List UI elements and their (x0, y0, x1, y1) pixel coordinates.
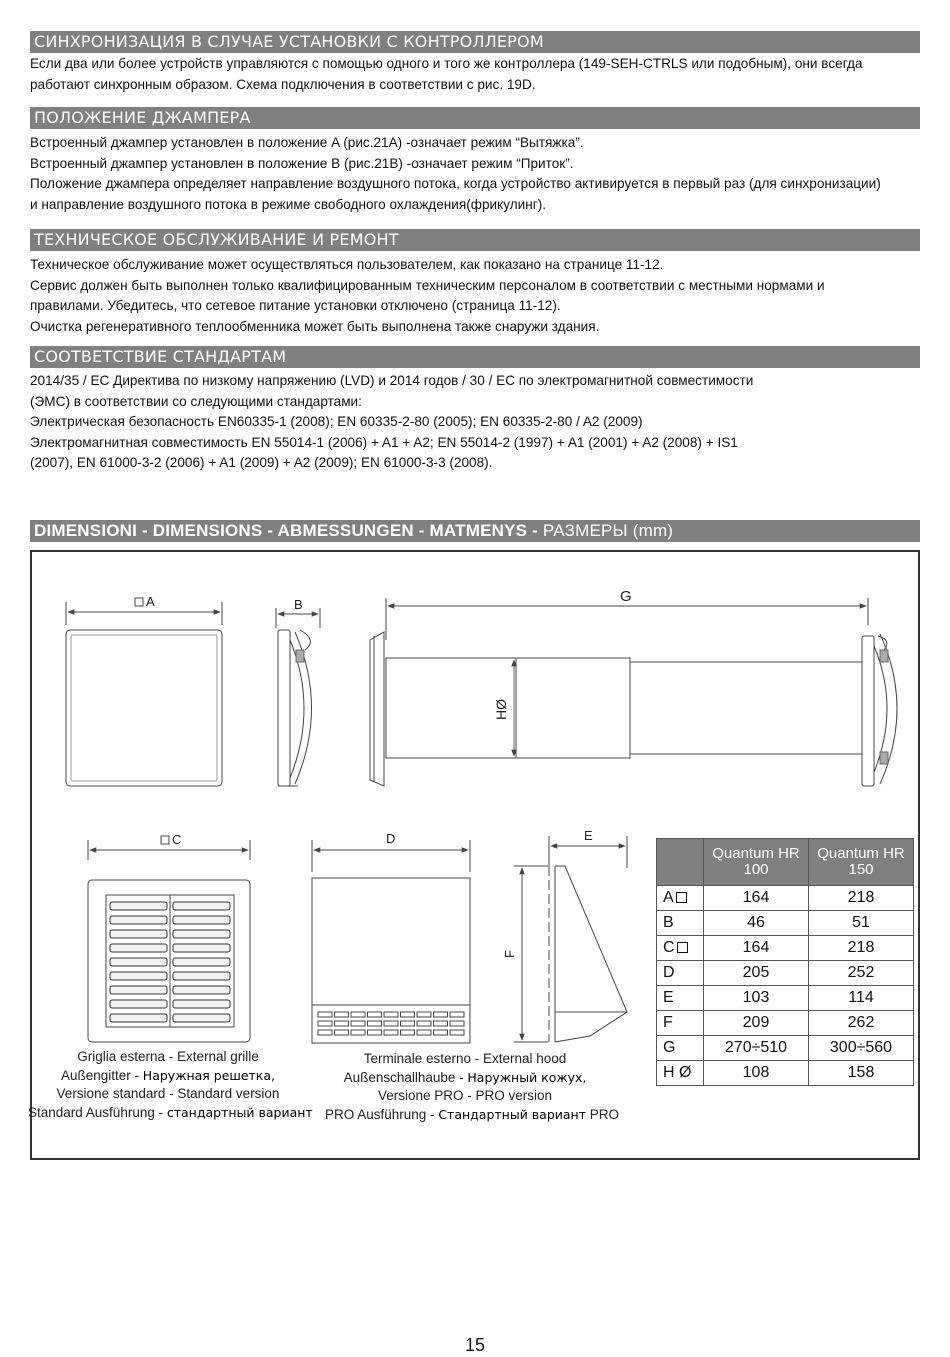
table-cell-hr150: 218 (809, 886, 914, 911)
louvre-slat (173, 944, 230, 952)
row-label-text: A (663, 889, 674, 906)
square-symbol-icon (676, 892, 687, 903)
table-cell-hr100: 108 (704, 1061, 809, 1086)
caption-line (325, 1069, 605, 1088)
table-header-empty (657, 839, 704, 886)
table-row (657, 1011, 914, 1036)
vent-slot (351, 1012, 365, 1017)
louvre-slat (110, 972, 167, 980)
caption-text-ru: Наружный кожух, (467, 1069, 587, 1085)
row-label-text: F (663, 1014, 673, 1031)
caption-text-ru: стандартный вариант (166, 1104, 313, 1120)
device-side-view (370, 598, 897, 786)
vent-slot (434, 1030, 448, 1035)
dimensions-title-latin: DIMENSIONI - DIMENSIONS - ABMESSUNGEN - MATMENYS - (34, 521, 543, 540)
dim-label-d: D (386, 831, 396, 846)
table-cell-hr150: 252 (809, 961, 914, 986)
louvre-slat (110, 986, 167, 994)
square-symbol-icon (677, 942, 688, 953)
row-label-text: C (663, 939, 675, 956)
page-number: 15 (464, 1335, 486, 1355)
vent-slot (368, 1030, 382, 1035)
vent-slot (318, 1021, 332, 1026)
text-line: Если два или более устройств управляются с помощью одного и того же контроллера (149-SEH-CTRLS или подобным), они всегда (30, 56, 863, 71)
row-label-text: G (663, 1039, 676, 1056)
louvre-slat (110, 1014, 167, 1022)
caption-line (325, 1106, 620, 1125)
louvre-slat (173, 1014, 230, 1022)
caption-text: Außenschallhaube - (343, 1069, 468, 1085)
vent-slot (318, 1012, 332, 1017)
table-row (657, 961, 914, 986)
text-line: работают синхронным образом. Схема подключения в соответствии с рис. 19D. (30, 76, 536, 92)
table-row-label (657, 1011, 704, 1036)
text-line: правилами. Убедитесь, что сетевое питание установки отключено (страница 11-12). (30, 298, 561, 314)
vent-slot (401, 1030, 415, 1035)
caption-line: Griglia esterna - External grille (77, 1049, 259, 1064)
vent-slot (368, 1021, 382, 1026)
table-row-label (657, 961, 704, 986)
louvre-slat (110, 958, 167, 966)
caption-text: PRO Ausführung - (325, 1106, 439, 1122)
text-line: Встроенный джампер установлен в положение A (рис.21A) -означает режим “Вытяжка”. (30, 135, 584, 150)
table-cell-hr150: 51 (809, 911, 914, 936)
louvre-slat (110, 944, 167, 952)
hood-front-view (312, 840, 470, 1043)
row-label-text: B (663, 914, 674, 931)
text-line: (2007), EN 61000-3-2 (2006) + A1 (2009) + A2 (2009); EN 61000-3-3 (2008). (30, 455, 493, 471)
vent-slot (335, 1012, 349, 1017)
grille-louvre-view (88, 836, 250, 1042)
text-line: Очистка регенеративного теплообменника может быть выполнена также снаружи здания. (30, 318, 600, 334)
text-line: 2014/35 / EC Директива по низкому напряжению (LVD) и 2014 годов / 30 / EC по электромагнитной совместимости (30, 373, 754, 388)
dimensions-title-ru: РАЗМЕРЫ (mm) (542, 521, 674, 540)
caption-text-ru: Наружная решетка, (142, 1067, 275, 1083)
table-cell-hr150: 262 (809, 1011, 914, 1036)
table-row-label (657, 886, 704, 911)
table-cell-hr100: 205 (704, 961, 809, 986)
louvre-slat (173, 902, 230, 910)
vent-slot (401, 1012, 415, 1017)
table-cell-hr100: 209 (704, 1011, 809, 1036)
louvre-slat (173, 958, 230, 966)
section-title-maintenance: ТЕХНИЧЕСКОЕ ОБСЛУЖИВАНИЕ И РЕМОНТ (30, 229, 920, 251)
vent-slot (417, 1030, 431, 1035)
hood-side-view (514, 836, 627, 1042)
vent-slot (450, 1012, 464, 1017)
vent-slot (384, 1021, 398, 1026)
text-line: Техническое обслуживание может осуществляться пользователем, как показано на странице 11-12. (30, 257, 664, 272)
table-row-label (657, 911, 704, 936)
table-cell-hr150: 158 (809, 1061, 914, 1086)
louvre-slat (173, 1000, 230, 1008)
table-row-label (657, 1061, 704, 1086)
table-row (657, 936, 914, 961)
table-cell-hr150: 300÷560 (809, 1036, 914, 1061)
vent-slot (401, 1021, 415, 1026)
dim-label-c: C (172, 832, 182, 847)
vent-slot (384, 1030, 398, 1035)
table-cell-hr100: 103 (704, 986, 809, 1011)
caption-line: Terminale esterno - External hood (363, 1051, 567, 1066)
caption-text: PRO (586, 1106, 620, 1122)
louvre-slat (110, 1000, 167, 1008)
dim-label-g: G (620, 588, 632, 605)
table-header-hr100: Quantum HR 100 (704, 839, 809, 886)
vent-slot (434, 1021, 448, 1026)
table-row-label (657, 986, 704, 1011)
section-title-standards: СООТВЕТСТВИЕ СТАНДАРТАМ (30, 346, 920, 368)
grille-side-view (276, 608, 320, 786)
table-cell-hr100: 46 (704, 911, 809, 936)
vent-slot (318, 1030, 332, 1035)
vent-slot (450, 1021, 464, 1026)
vent-slot (450, 1030, 464, 1035)
louvre-slat (110, 930, 167, 938)
table-header-hr150: Quantum HR 150 (809, 839, 914, 886)
vent-slot (417, 1012, 431, 1017)
table-row (657, 1061, 914, 1086)
table-cell-hr100: 164 (704, 886, 809, 911)
vent-slot (351, 1021, 365, 1026)
row-label-text: D (663, 964, 675, 981)
table-row (657, 886, 914, 911)
section-title-sync: СИНХРОНИЗАЦИЯ В СЛУЧАЕ УСТАНОВКИ С КОНТРОЛЛЕРОМ (30, 31, 920, 53)
louvre-slat (173, 916, 230, 924)
louvre-slat (110, 916, 167, 924)
vent-slot (351, 1030, 365, 1035)
table-row (657, 1036, 914, 1061)
caption-hood (325, 1050, 620, 1124)
text-line: (ЭМС) в соответствии со следующими стандартами: (30, 393, 362, 409)
caption-text: Außengitter - (61, 1067, 143, 1083)
grille-front-view (66, 598, 222, 786)
table-row-label (657, 1036, 704, 1061)
row-label-text: H Ø (663, 1064, 692, 1081)
text-line: Электрическая безопасность EN60335-1 (2008); EN 60335-2-80 (2005); EN 60335-2-80 / A2 (2009) (30, 414, 643, 430)
vent-slot (335, 1030, 349, 1035)
caption-line: Versione standard - Standard version (56, 1086, 280, 1101)
table-row (657, 911, 914, 936)
table-cell-hr150: 114 (809, 986, 914, 1011)
vent-slot (384, 1012, 398, 1017)
caption-grille (28, 1048, 313, 1122)
table-header-row (657, 839, 914, 886)
row-label-text: E (663, 989, 674, 1006)
dim-label-a: A (146, 594, 155, 609)
text-line: Положение джампера определяет направление воздушного потока, когда устройство активируется в первый раз (для синхронизации) (30, 176, 881, 192)
louvre-slat (173, 972, 230, 980)
table-cell-hr150: 218 (809, 936, 914, 961)
louvre-slat (173, 986, 230, 994)
dim-label-h: HØ (493, 699, 509, 720)
table-row-label (657, 936, 704, 961)
table-row (657, 986, 914, 1011)
dim-label-f: F (502, 950, 517, 958)
table-body (657, 886, 914, 1086)
table-cell-hr100: 270÷510 (704, 1036, 809, 1061)
dim-label-e: E (584, 828, 593, 843)
section-title-jumper: ПОЛОЖЕНИЕ ДЖАМПЕРА (30, 107, 920, 129)
louvre-slat (110, 902, 167, 910)
text-line: и направление воздушного потока в режиме свободного охлаждения(фрикулинг). (30, 196, 547, 212)
dim-label-b: B (294, 597, 303, 612)
caption-text: Standard Ausführung - (28, 1104, 167, 1120)
vent-slot (368, 1012, 382, 1017)
caption-text-ru: Стандартный вариант (438, 1106, 587, 1122)
caption-line (28, 1104, 313, 1123)
text-line: Встроенный джампер установлен в положение B (рис.21B) -означает режим “Приток”. (30, 155, 574, 171)
dimensions-table (656, 838, 914, 1086)
louvre-slat (173, 930, 230, 938)
caption-line (28, 1067, 308, 1086)
table-cell-hr100: 164 (704, 936, 809, 961)
text-line: Электромагнитная совместимость EN 55014-1 (2006) + A1 + A2; EN 55014-2 (1997) + A1 (2001) + A2 (2008) + IS1 (30, 434, 738, 450)
vent-slot (417, 1021, 431, 1026)
vent-slot (434, 1012, 448, 1017)
text-line: Сервис должен быть выполнен только квалифицированным техническим персоналом в соответствии с местными нормами и (30, 277, 825, 293)
caption-line: Versione PRO - PRO version (377, 1088, 553, 1103)
vent-slot (335, 1021, 349, 1026)
